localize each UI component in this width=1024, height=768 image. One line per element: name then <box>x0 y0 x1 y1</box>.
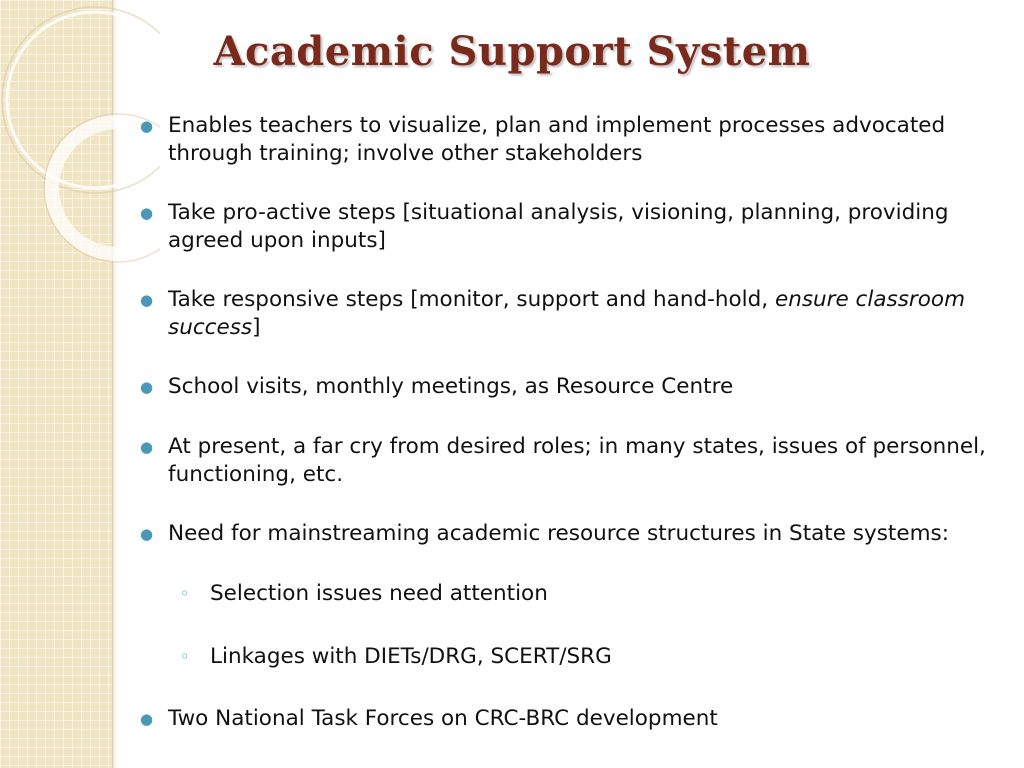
sub-list-item <box>180 580 548 608</box>
bullet-text: Enables teachers to visualize, plan and implement processes advocated through training; involve other stakeholders <box>168 113 946 166</box>
sub-list-item <box>180 643 612 671</box>
bullet-text <box>168 286 1010 342</box>
slide-title: Academic Support System <box>213 28 811 75</box>
bullet-icon: ● <box>140 378 154 396</box>
list-item <box>140 286 1010 342</box>
bullet-text-part: Take responsive steps [monitor, support and hand-hold, <box>168 287 775 312</box>
bullet-icon: ● <box>140 117 154 135</box>
bullet-icon: ● <box>140 204 154 222</box>
bullet-icon: ● <box>140 291 154 309</box>
list-item <box>140 199 1010 255</box>
bullet-icon: ● <box>140 710 154 728</box>
sub-bullet-text: Linkages with DIETs/DRG, SCERT/SRG <box>210 644 612 669</box>
bullet-icon: ● <box>140 525 154 543</box>
bullet-text: At present, a far cry from desired roles; in many states, issues of personnel, functioning, etc. <box>168 434 986 487</box>
sub-bullet-text: Selection issues need attention <box>210 581 548 606</box>
list-item <box>140 520 949 548</box>
sub-bullet-icon: ◦ <box>180 584 190 603</box>
list-item <box>140 112 1010 168</box>
list-item <box>140 373 733 401</box>
bullet-icon: ● <box>140 438 154 456</box>
sub-bullet-icon: ◦ <box>180 647 190 666</box>
bullet-text: School visits, monthly meetings, as Resource Centre <box>168 374 734 399</box>
bullet-text-italic: ensure classroom success <box>168 287 966 340</box>
bullet-text: Two National Task Forces on CRC-BRC development <box>168 706 718 731</box>
bullet-text-part: ] <box>252 315 261 340</box>
list-item <box>140 433 1010 489</box>
list-item <box>140 705 718 733</box>
bullet-text: Need for mainstreaming academic resource structures in State systems: <box>168 521 949 546</box>
bullet-text: Take pro-active steps [situational analysis, visioning, planning, providing agreed upon inputs] <box>168 200 949 253</box>
